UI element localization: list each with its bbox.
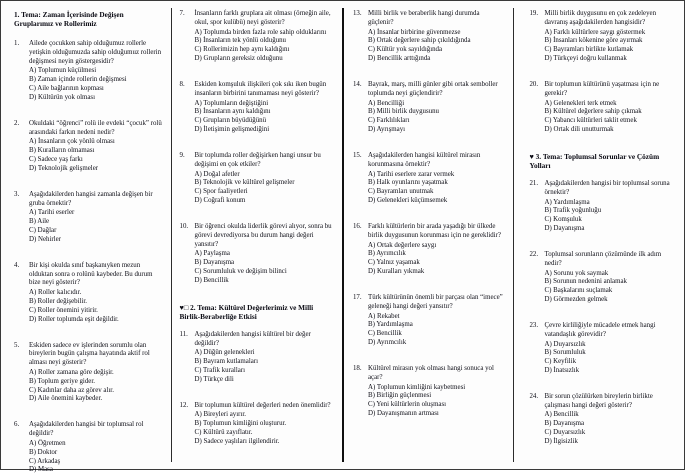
answer-option: D) Grupların gereksiz olduğunu xyxy=(194,55,283,63)
question-body xyxy=(368,10,506,64)
question-number: 16. xyxy=(352,222,362,230)
answer-option: B) Kültürel değerlere sahip çıkmak xyxy=(544,108,642,116)
answer-option: A) Toplumların değiştiğini xyxy=(194,99,269,107)
answer-option: C) Yalnız yaşamak xyxy=(367,259,420,267)
question-text: Bayrak, marş, milli günler gibi ortak semboller toplumda neyi güçlendirir? xyxy=(367,80,498,97)
answer-option: B) Toplumun kimliğini oluşturur. xyxy=(194,420,287,428)
answer-option: B) Bayram kutlamaları xyxy=(194,358,259,366)
answer-option: D) Türkçeyi doğru kullanmak xyxy=(544,55,627,63)
question-body xyxy=(29,342,164,405)
answer-option: A) Paylaşma xyxy=(194,250,230,258)
heart-icon: ♥□ xyxy=(179,302,191,312)
answer-option: B) Dayanışma xyxy=(544,420,585,428)
question-block xyxy=(14,342,164,405)
question-number: 9. xyxy=(179,151,185,159)
answer-option: D) Dayanışma xyxy=(544,225,585,233)
question-text: Aşağıdakilerden hangisi kültürel bir değer değildir? xyxy=(194,330,311,347)
question-text: Aşağıdakilerden hangisi kültürel mirasın korunmasına örnektir? xyxy=(367,151,481,168)
question-body xyxy=(195,81,335,135)
question-block xyxy=(14,191,164,245)
answer-option: C) Kültür yok sayıldığında xyxy=(367,46,443,54)
question-text: İnsanların farklı gruplara ait olması (örneğin aile, okul, spor kulübü) neyi gösterir? xyxy=(194,10,331,26)
answer-option: C) Dağlar xyxy=(29,227,57,235)
answer-option: A) İnsanlar birbirine güvenmezse xyxy=(367,28,461,36)
answer-option: B) Ortak değerlere sahip çıkıldığında xyxy=(367,37,471,45)
answer-option: C) Sorumluluk ve değişim bilinci xyxy=(194,268,287,276)
page2-column-1 xyxy=(341,1,512,469)
answer-option: B) Sorumluluk xyxy=(544,349,586,357)
answer-option: A) Rekabet xyxy=(367,312,400,320)
answer-option: B) Trafik yoğunluğu xyxy=(544,207,602,215)
question-number: 11. xyxy=(179,330,188,338)
answer-option: B) Ayrımcılık xyxy=(367,250,406,258)
question-block xyxy=(353,152,506,206)
answer-option: C) Spor faaliyetleri xyxy=(194,188,248,196)
answer-option: B) Teknolojik ve kültürel gelişmeler xyxy=(194,179,295,187)
question-text: Milli birlik ve beraberlik hangi durumda güçlenir? xyxy=(367,10,480,26)
question-block xyxy=(180,81,335,135)
answer-option: D) Gelenekleri küçümsemek xyxy=(367,197,448,205)
question-number: 20. xyxy=(529,80,539,88)
answer-option: A) Roller kalıcıdır. xyxy=(29,289,82,297)
answer-option: D) Ayrışmayı xyxy=(367,126,406,134)
question-text: Aşağıdakilerden hangisi zamanla değişen bir gruba örnektir? xyxy=(29,190,153,207)
question-text: Okuldaki “öğrenci” rolü ile evdeki “çocuk” rolü arasındaki farkın nedeni nedir? xyxy=(29,119,162,136)
section-heading xyxy=(529,152,679,171)
answer-option: D) Kültürün yok olması xyxy=(29,93,96,101)
question-block xyxy=(353,223,506,277)
answer-option: A) Bencillik xyxy=(544,411,579,419)
question-text: Milli birlik duygusunu en çok zedeleyen davranış aşağıdakilerden hangisidir? xyxy=(544,10,657,26)
question-body xyxy=(195,331,335,385)
question-number: 2. xyxy=(14,119,20,127)
answer-option: B) İnsanların aynı kaldığını xyxy=(194,108,271,116)
answer-option: C) Kültürü zayıflatır. xyxy=(194,429,253,437)
question-block xyxy=(353,10,506,64)
question-body xyxy=(368,81,506,135)
question-block xyxy=(180,331,335,385)
question-body xyxy=(368,294,506,348)
section-heading-text: 3. Tema: Toplumsal Sorunlar ve Çözüm Yolları xyxy=(529,151,660,171)
question-text: Bir toplumun kültürel değerleri neden önemlidir? xyxy=(194,401,331,409)
question-block xyxy=(180,223,335,286)
question-body xyxy=(544,322,679,376)
question-text: Aşağıdakilerden hangisi bir toplumsal soruna örnektir? xyxy=(544,179,670,196)
question-body xyxy=(544,251,679,305)
question-block xyxy=(529,10,679,64)
answer-option: C) Duyarsızlık xyxy=(544,429,586,437)
question-number: 5. xyxy=(14,341,20,349)
answer-option: D) Türkçe dili xyxy=(194,375,234,383)
answer-option: A) Gelenekleri terk etmek xyxy=(544,99,617,107)
answer-option: C) Komşuluk xyxy=(544,216,582,224)
section-heading xyxy=(180,303,335,322)
answer-option: D) Bencillik xyxy=(194,276,229,284)
answer-option: D) Nehirler xyxy=(29,235,61,243)
answer-option: D) Bencillik arttığında xyxy=(367,55,431,63)
answer-option: B) Milli birlik duygusunu xyxy=(367,108,440,116)
answer-option: D) İnatsızlık xyxy=(544,366,580,374)
question-block xyxy=(529,322,679,376)
answer-option: C) Rollerimizin hep aynı kaldığını xyxy=(194,46,290,54)
answer-option: A) İnsanların çok yönlü olması xyxy=(29,138,115,146)
question-block xyxy=(529,81,679,135)
question-block xyxy=(529,393,679,447)
section-heading xyxy=(14,10,164,29)
question-text: Bir öğrenci okulda liderlik görevi alıyor, sonra bu görevi devrediyorsa bu durum hangi değeri yansıtır? xyxy=(194,222,332,248)
answer-option: B) Sorunun nedenini anlamak xyxy=(544,278,627,286)
answer-option: D) Kuralları yıkmak xyxy=(367,268,425,276)
question-body xyxy=(368,223,506,277)
question-number: 15. xyxy=(352,151,362,159)
question-text: Bir toplumda roller değişirken hangi unsur bu değişimi en çok etkiler? xyxy=(194,151,321,168)
question-block xyxy=(529,251,679,305)
question-number: 13. xyxy=(352,10,362,17)
question-text: Bir kişi okulda sınıf başkanıyken mezun olduktan sonra o rolünü kaybeder. Bu durum bize neyi gösterir? xyxy=(29,261,153,287)
question-text: Aşağıdakilerden hangisi bir toplumsal rol değildir? xyxy=(29,421,144,438)
answer-option: D) İletişimin gelişmediğini xyxy=(194,126,270,134)
answer-option: A) Ortak değerlere saygı xyxy=(367,241,437,249)
answer-option: A) Düğün gelenekleri xyxy=(194,349,255,357)
answer-option: A) Sorunu yok saymak xyxy=(544,269,609,277)
answer-option: C) Kadınlar daha az görev alır. xyxy=(29,386,114,394)
answer-option: B) Toplum geriye gider. xyxy=(29,377,95,385)
question-block xyxy=(353,81,506,135)
answer-option: B) Roller değişebilir. xyxy=(29,298,87,306)
answer-option: C) Trafik kuralları xyxy=(194,366,246,374)
question-body xyxy=(544,393,679,447)
answer-option: B) İnsanların tek yönlü olduğunu xyxy=(194,37,286,45)
answer-option: D) Masa xyxy=(29,466,53,474)
answer-option: B) İnsanları kökenine göre ayırmak xyxy=(544,37,643,45)
answer-option: D) Coğrafi konum xyxy=(194,197,246,205)
answer-option: C) Başkalarını suçlamak xyxy=(544,287,613,295)
answer-option: C) Bayramları birlikte kutlamak xyxy=(544,46,634,54)
question-number: 10. xyxy=(179,222,189,230)
question-body xyxy=(544,180,679,234)
question-body xyxy=(195,402,335,447)
answer-option: B) Kuralların olmaması xyxy=(29,147,95,155)
answer-option: D) Roller toplumda eşit değildir. xyxy=(29,315,119,323)
question-number: 23. xyxy=(529,321,539,329)
answer-option: A) Doğal afetler xyxy=(194,170,240,178)
answer-option: C) Yabancı kültürleri taklit etmek xyxy=(544,117,637,125)
question-number: 14. xyxy=(352,80,362,88)
answer-option: A) Yardımlaşma xyxy=(544,198,590,206)
question-block xyxy=(14,40,164,103)
question-block xyxy=(14,262,164,325)
question-text: Ailede çocukken sahip olduğumuz rollerle yetişkin olduğumuzda sahip olduğumuz rollerin değişmesi neyin göstergesidir? xyxy=(29,39,162,65)
answer-option: C) Keyfilik xyxy=(544,358,577,366)
question-block xyxy=(180,152,335,206)
heart-icon: ♥ xyxy=(529,151,536,161)
question-number: 18. xyxy=(352,364,362,372)
answer-option: B) Halk oyunlarını yaşatmak xyxy=(367,179,448,187)
answer-option: A) Bencilliği xyxy=(367,99,405,107)
answer-option: C) Grupların büyüdüğünü xyxy=(194,117,267,125)
answer-option: D) Aile önemini kaybeder. xyxy=(29,395,103,403)
question-block xyxy=(353,365,506,419)
answer-option: C) Bayramları unutmak xyxy=(367,188,434,196)
page1-column-1 xyxy=(1,1,171,474)
answer-option: C) Bencillik xyxy=(367,330,402,338)
answer-option: C) Yeni kültürlerin oluşması xyxy=(367,401,447,409)
section-heading-text: 2. Tema: Kültürel Değerlerimiz ve Milli Birlik-Beraberliğe Etkisi xyxy=(179,302,314,322)
question-number: 6. xyxy=(14,421,20,429)
answer-option: B) Dayanışma xyxy=(194,259,235,267)
answer-option: D) Görmezden gelmek xyxy=(544,296,608,304)
page2-column-2 xyxy=(511,1,684,469)
question-text: Bir toplumun kültürünü yaşatması için ne gerekir? xyxy=(544,80,660,97)
answer-option: A) Tarihi eserlere zarar vermek xyxy=(367,170,455,178)
question-number: 19. xyxy=(529,10,539,17)
question-number: 3. xyxy=(14,190,20,198)
question-text: Kültürel mirasın yok olması hangi sonuca yol açar? xyxy=(367,364,494,381)
question-body xyxy=(29,421,164,475)
question-body xyxy=(29,120,164,174)
question-number: 24. xyxy=(529,392,539,400)
question-body xyxy=(29,262,164,325)
question-body xyxy=(29,40,164,103)
question-body xyxy=(368,152,506,206)
question-block xyxy=(14,421,164,475)
answer-option: C) Roller önemini yitirir. xyxy=(29,306,98,314)
question-body xyxy=(544,10,679,64)
answer-option: A) Toplumda birden fazla role sahip olduklarını xyxy=(194,28,327,36)
question-number: 22. xyxy=(529,250,539,258)
answer-option: C) Arkadaş xyxy=(29,457,61,465)
answer-option: B) Zaman içinde rollerin değişmesi xyxy=(29,76,127,84)
column-divider-left xyxy=(171,8,172,462)
answer-option: A) Öğretmen xyxy=(29,439,66,447)
answer-option: B) Birliğin güçlenmesi xyxy=(367,392,432,400)
answer-option: B) Aile xyxy=(29,218,50,226)
question-text: Toplumsal sorunların çözümünde ilk adım nedir? xyxy=(544,250,662,267)
answer-option: D) Ayrımcılık xyxy=(367,339,407,347)
question-text: Farklı kültürlerin bir arada yaşadığı bir ülkede birlik duygusunun korunması için ne gereklidir? xyxy=(367,222,501,239)
column-divider-right xyxy=(513,8,514,462)
question-number: 17. xyxy=(352,293,362,301)
answer-option: A) Duyarsızlık xyxy=(544,340,586,348)
question-block xyxy=(529,180,679,234)
question-block xyxy=(353,294,506,348)
answer-option: D) Ortak dili unutturmak xyxy=(544,126,614,134)
question-body xyxy=(29,191,164,245)
section-heading-text: 1. Tema: Zaman İçerisinde Değişen Gruplarımız ve Rollerimiz xyxy=(14,10,124,29)
answer-option: A) Farklı kültürlere saygı göstermek xyxy=(544,28,646,36)
question-block xyxy=(180,10,335,64)
answer-option: A) Roller zamana göre değişir. xyxy=(29,368,114,376)
question-number: 21. xyxy=(529,179,539,187)
question-number: 1. xyxy=(14,39,20,47)
answer-option: B) Doktor xyxy=(29,448,58,456)
question-text: Türk kültürünün önemli bir parçası olan “imece” geleneği hangi değeri yansıtır? xyxy=(367,293,503,310)
question-number: 7. xyxy=(179,10,185,17)
answer-option: C) Aile bağlarının kopması xyxy=(29,85,104,93)
answer-option: D) Sadece yaşlıları ilgilendirir. xyxy=(194,437,280,445)
answer-option: A) Bireyleri ayırır. xyxy=(194,411,246,419)
question-body xyxy=(368,365,506,419)
question-body xyxy=(544,81,679,135)
question-number: 12. xyxy=(179,401,189,409)
answer-option: C) Farklılıkları xyxy=(367,117,410,125)
answer-option: B) Yardımlaşma xyxy=(367,321,413,329)
answer-option: D) İlgisizlik xyxy=(544,437,578,445)
question-block xyxy=(14,120,164,174)
question-text: Eskiden sadece ev işlerinden sorumlu olan bireylerin bugün çalışma hayatında aktif rol alması neyi gösterir? xyxy=(29,341,150,367)
answer-option: A) Tarihi eserler xyxy=(29,209,75,217)
question-number: 8. xyxy=(179,80,185,88)
answer-option: C) Sadece yaş farkı xyxy=(29,156,83,164)
answer-option: A) Toplumun kimliğini kaybetmesi xyxy=(367,383,466,391)
answer-option: A) Toplumun küçülmesi xyxy=(29,67,97,75)
answer-option: D) Teknolojik gelişmeler xyxy=(29,164,99,172)
question-body xyxy=(195,10,335,64)
question-text: Bir sorun çözülürken bireylerin birlikte çalışması hangi değeri gösterir? xyxy=(544,392,653,409)
question-block xyxy=(180,402,335,447)
answer-option: D) Dayanışmanın artması xyxy=(367,409,439,417)
question-body xyxy=(195,223,335,286)
question-number: 4. xyxy=(14,261,20,269)
question-body xyxy=(195,152,335,206)
page-divider xyxy=(342,8,344,462)
question-text: Çevre kirliliğiyle mücadele etmek hangi vatandaşlık görevidir? xyxy=(544,321,656,338)
question-text: Eskiden komşuluk ilişkileri çok sıkı iken bugün insanların birbirini tanımaması neyi gösterir? xyxy=(194,80,327,97)
page1-column-2 xyxy=(171,1,341,469)
